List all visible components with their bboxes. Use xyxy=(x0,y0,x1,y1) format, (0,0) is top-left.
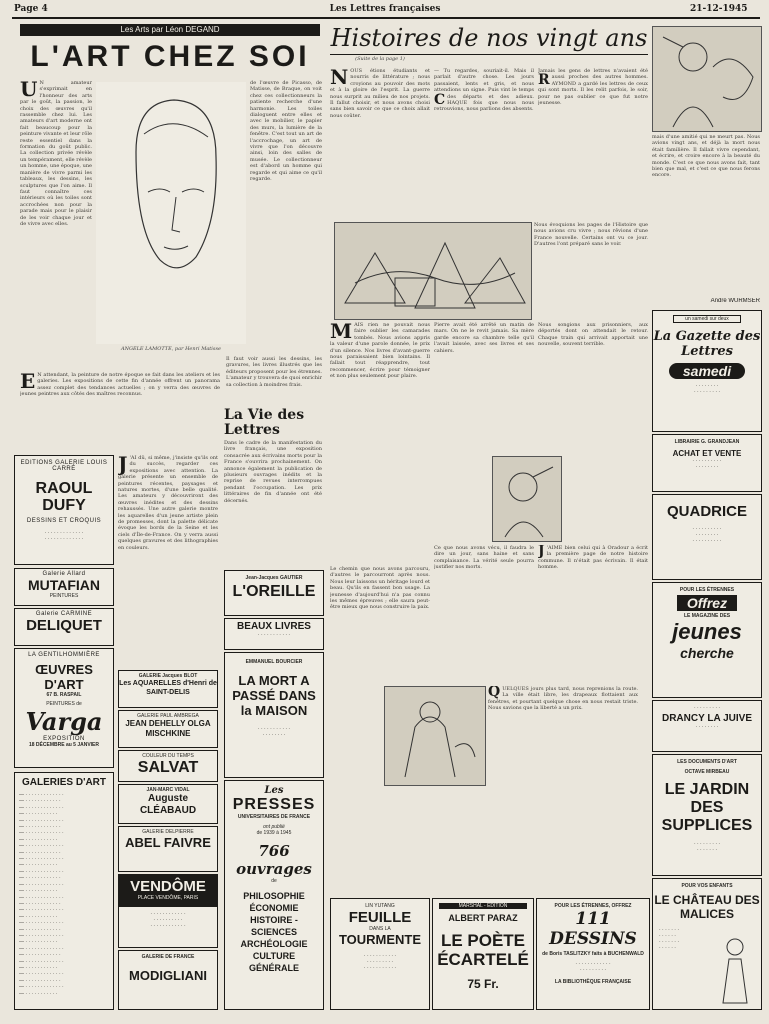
ad-chateau-malices xyxy=(652,878,762,1010)
ad-mutafian xyxy=(14,568,114,606)
ad-label: POUR VOS ENFANTS xyxy=(681,883,733,889)
histoires-col3: Jamais les gens de lettres n'avaient été aussi proches des autres hommes. R AYMOND a gardé les lettres de ceux qui sont morts. Il les relit parfois, le soir, pour ne pas oublier ce que fut notre jeunesse. xyxy=(538,68,648,107)
ad-body: · · · · · · · · · · · · · · · · · · · · · · · · · · xyxy=(44,530,84,542)
ad-body2: · · · · · · · · xyxy=(695,724,719,730)
ad-author: ALBERT PARAZ xyxy=(448,913,518,923)
ad-list: — · · · · · · · · · · · · · — · · · · · · · · · · · · — · · · · · · · · · · · · · — · · · · · · · · · · · — · · · · · · · · · · · · · — · · · · · · · · · · · · — · · · · · · · · · · · · · — · · · · · · · · · · · — · · · · · · · · · · · · · — · · · · · · · · · · · · — · · · · · · · · · · · · · — · · · · · · · · · · · — · · · · · · · · · · · · · — · · · · · · · · · · · · — · · · · · · · · · · · · · — · · · · · · · · · · · — · · · · · · · · · · · · · — · · · · · · · · · · · · — · · · · · · · · · · · · · — · · · · · · · · · · · — · · · · · · · · · · · · · — · · · · · · · · · · · · — · · · · · · · · · · · · · — · · · · · · · · · · · — · · · · · · · · · · · · · — · · · · · · · · · · · · — · · · · · · · · · · · · · — · · · · · · · · · · · — · · · · · · · · · · · · · — · · · · · · · · · · · · — · · · · · · · · · · · · · — · · · · · · · · · · · xyxy=(19,792,64,997)
ad-offrez: Offrez xyxy=(677,595,737,611)
histoires-col4: MAIS rien ne pouvait nous faire oublier les camarades tombés. Nous avions appris la valeur d'une parole donnée, le prix d'un silence. Nos livres d'avant-guerre nous paraissaient bien lointains. Il fallait tout réapprendre, tout recommencer, écrire pour témoigner et non plus seulement pour plaire. xyxy=(330,322,430,380)
ad-title: FEUILLE xyxy=(348,909,412,926)
histoires-col2: — Tu regardes, souriait-il. Mais il parlait d'autre chose. Les jours passaient, lents et gris, et nous attendions un signe. Puis vint le temps des départs et des adieux. C HAQUE fois que nous nous retrouvions, nous parlions des absents. xyxy=(434,68,534,113)
ad-deliquet xyxy=(14,608,114,646)
ad-title: Les AQUARELLES d'Henri de SAINT-DELIS xyxy=(119,680,217,696)
arts-text-lower: E N attendant, la peinture de notre époque se fait dans les ateliers et les galeries. Les expositions de cette fin d'année offrent un panorama assez complet des tendances actuelles ; on y verra des œuvres de jeunes peintres aux côtés des maîtres reconnus. xyxy=(20,372,220,398)
ad-label: POUR LES ÉTRENNES, OFFREZ xyxy=(554,903,632,909)
ad-la-mort xyxy=(224,652,324,778)
ad-title: LE POÈTE ÉCARTELÉ xyxy=(437,931,529,969)
ad-title: BEAUX LIVRES xyxy=(237,621,311,632)
ad-title: ABEL FAIVRE xyxy=(125,835,211,850)
ad-salvat xyxy=(118,750,218,782)
ad-body: · · · · · · · · · · · · · · · · · · · xyxy=(257,726,291,738)
ad-title2: TOURMENTE xyxy=(338,932,422,947)
ad-title: DELIQUET xyxy=(26,617,102,634)
page-number: Page 4 xyxy=(14,4,48,14)
ad-poete-ecartele xyxy=(432,898,534,1010)
ad-title: LE CHÂTEAU DES MALICES xyxy=(654,893,760,921)
histoires-col8: J 'AIME bien celui qui à Oradour a écrit la première page de notre histoire commune. Il n'était pas écrivain. Il était homme. xyxy=(538,545,648,571)
ad-body: · · · · · · · · · · · · · · · · · · xyxy=(692,458,722,470)
ad-author: OCTAVE MIRBEAU xyxy=(684,769,730,775)
ad-title: SALVAT xyxy=(137,759,199,776)
ad-label: GALERIE DELPIERRE xyxy=(142,829,194,835)
ad-title-prefix: Les xyxy=(264,785,284,796)
ad-title: MUTAFIAN xyxy=(27,577,101,593)
ad-presses-universitaires xyxy=(224,780,324,1010)
ad-line2: LE MAGAZINE DES xyxy=(683,613,731,619)
ad-title: 111 DESSINS xyxy=(549,909,637,949)
ad-dates: 18 DÉCEMBRE au 5 JANVIER xyxy=(28,742,100,748)
ad-label: Jean-Jacques GAUTIER xyxy=(245,575,303,581)
ad-subtitle: PEINTURES xyxy=(49,593,79,599)
ad-label: MARSHAL - ÉDITION xyxy=(439,903,527,909)
ad-loreille xyxy=(224,570,324,616)
gallery-listings-text: J 'AI dû, si même, j'insiste qu'ils ont du succès, regarder ces expositions avec attention. La galerie présente un ensemble de peintures récentes, paysages et natures mortes, d'une belle qualité. Les amateurs y découvriront des œuvres inédites et des dessins rehaussés. Une autre galerie montre les aquarelles d'un jeune artiste plein de promesses, dont la palette délicate évoque les bords de la Seine et les ciels d'Île-de-France. On y verra aussi quelques gravures et des lithographies en couleurs. xyxy=(118,455,218,551)
arts-title: L'ART CHEZ SOI xyxy=(30,40,310,72)
masthead: Les Lettres françaises xyxy=(329,4,441,14)
ad-subtitle: PLACE VENDÔME, PARIS xyxy=(137,895,199,901)
ad-title2: cherche xyxy=(680,645,734,661)
ad-title: JEAN DEHELLY OLGA MISCHKINE xyxy=(125,719,211,738)
ad-label: EMMANUEL BOURCIER xyxy=(245,659,303,665)
arts-kicker: Les Arts par Léon DEGAND xyxy=(20,24,320,36)
ad-label: EDITIONS GALERIE LOUIS CARRÉ xyxy=(20,460,108,472)
ad-body: · · · · · · · · · · · · · · · · · · · · · xyxy=(575,961,611,973)
right-illustration xyxy=(652,26,762,132)
ad-title: MODIGLIANI xyxy=(129,968,207,983)
ad-label: JAN-MARC VIDAL xyxy=(146,787,190,793)
ad-label: LES DOCUMENTS D'ART xyxy=(677,759,737,765)
ad-title: LE JARDIN DES SUPPLICES xyxy=(661,781,753,834)
ad-line3: ont publié xyxy=(263,824,285,830)
ad-samedi: samedi xyxy=(669,363,745,379)
ad-body: · · · · · · · · · · · · · · · · · · · · · · · · · · · · xyxy=(692,526,722,544)
histoires-rule xyxy=(330,54,648,55)
histoires-col6: Nous songions aux prisonniers, aux déportés dont on attendait le retour. Chaque train qui arrivait apportait une nouvelle, souvent terrible. xyxy=(538,322,648,348)
histoires-col9: Le chemin que nous avons parcouru, d'autres le parcourront après nous. Nous leur laissons un héritage lourd et beau. Qu'ils en fassent bon usage. La jeunesse d'aujourd'hui n'a pas connu les mêmes épreuves ; elle saura peut-être mieux que nous construire la paix. xyxy=(330,566,430,611)
ad-label: un samedi sur deux xyxy=(673,315,741,323)
ad-line5: de xyxy=(271,878,277,884)
ad-title: VENDÔME xyxy=(130,878,206,895)
ad-title: DRANCY LA JUIVE xyxy=(661,713,752,724)
histoires-col5: Pierre avait été arrêté un matin de mars. On ne le revit jamais. Sa mère garde encore sa chambre telle qu'il l'avait laissée, avec ses livres et ses cahiers. xyxy=(434,322,534,354)
ad-body: · · · · · · · · · · · · · · · · · · · · · · · · · · · · · · · xyxy=(363,953,397,971)
ad-label: GALERIE Jacques BLOT xyxy=(138,673,198,679)
ad-expo: EXPOSITION xyxy=(43,736,85,742)
ad-label: LIBRAIRIE G. GRANDJEAN xyxy=(674,439,740,445)
ad-blot xyxy=(118,670,218,708)
histoires-illustration-top xyxy=(334,222,532,320)
ad-quadrice xyxy=(652,494,762,580)
ad-modigliani xyxy=(118,950,218,1010)
portrait-caption: ANGÈLE LAMOTTE, par Henri Matisse xyxy=(120,346,221,352)
ad-body: · · · · · · · · · · · · · · · · · · · · · · · · · · xyxy=(659,927,679,951)
ad-label: POUR LES ÉTRENNES xyxy=(679,587,735,593)
signature: André WURMSER xyxy=(710,298,760,304)
ad-taslitzky xyxy=(536,898,650,1010)
ad-raoul-dufy xyxy=(14,455,114,565)
ad-body: · · · · · · · · · · · · · · · · · · · · · · · · · · · · · · · · · · xyxy=(150,911,186,929)
ad-vendome-detail xyxy=(118,906,218,948)
ad-body: · · · · · · · · · · · xyxy=(257,632,291,638)
histoires-mid-text: Nous évoquions les pages de l'Histoire que nous avions cru vivre ; nous rêvions d'une France nouvelle. Certains ont vu ce jour. D'autres l'ont préparé sans le voir. xyxy=(534,222,648,248)
ad-grandjean xyxy=(652,434,762,492)
histoires-continued: (Suite de la page 1) xyxy=(355,56,405,62)
ad-label: Galerie Allard xyxy=(42,571,86,577)
vie-des-lettres-title: La Vie des Lettres xyxy=(224,408,305,438)
matisse-portrait xyxy=(96,82,246,344)
vie-des-lettres-text: Dans le cadre de la manifestation du livre français, une exposition consacrée aux écrivains morts pour la France s'ouvrira prochainement. On annonce également la publication de plusieurs ouvrages inédits et la reprise de revues interrompues pendant l'occupation. Les prix littéraires de fin d'année ont été décernés. xyxy=(224,440,322,504)
ad-title: Auguste CLÉABAUD xyxy=(139,793,197,816)
ad-body: · · · · · · · · · xyxy=(693,705,721,711)
ad-title: QUADRICE xyxy=(666,503,747,520)
ad-body: · · · · · · · · · · · · · · · · xyxy=(693,841,721,853)
histoires-title: Histoires de nos vingt ans xyxy=(330,24,648,52)
ad-label: COULEUR DU TEMPS xyxy=(142,753,194,759)
ad-label: Galerie CARMINE xyxy=(35,611,93,617)
histoires-col10: QUELQUES jours plus tard, nous reprenions la route. La ville était libre, les drapeaux flottaient aux fenêtres, et pourtant quelque chose en nous restait triste. Nous savions que la liberté a un prix. xyxy=(488,686,638,712)
ad-title: La Gazette des Lettres xyxy=(653,329,761,359)
ad-jeunes xyxy=(652,582,762,698)
histoires-col1: NOUS étions étudiants et nourris de littérature ; nous croyions au pouvoir des mots et à la gloire de l'esprit. La guerre nous surprit au milieu de nos projets. Il fallut choisir, et nous avons choisi sans bien savoir ce que ce choix allait nous coûter. xyxy=(330,68,430,119)
histoires-illustration-mid xyxy=(492,456,562,542)
ad-title: ŒUVRES D'ART xyxy=(35,662,93,692)
ad-label: LA GENTILHOMMIÈRE xyxy=(28,652,100,658)
ad-dehelly xyxy=(118,710,218,748)
ad-feuille-tourmente xyxy=(330,898,430,1010)
ad-title: GALERIES D'ART xyxy=(21,777,107,788)
histoires-col7: Ce que nous avons vécu, il faudra le dire un jour, sans haine et sans complaisance. La vérité seule pourra justifier nos morts. xyxy=(434,545,534,571)
ad-label: LIN YUTANG xyxy=(365,903,395,909)
ad-cleabaud xyxy=(118,784,218,824)
arts-text-col1: U N amateur s'exprimait en l'honneur des arts par le goût, la passion, le choix des œuvres qu'il rassemble chez lui. Les amateurs d'art moderne ont fait beaucoup pour la peinture vivante et leur rôle reste essentiel dans la formation du goût public. La collection privée révèle un tempérament, elle révèle un homme, une époque, une manière de vivre parmi les tableaux, les dessins, les sculptures que l'on aime. Il faut connaître ces intérieurs où les toiles sont accrochées non pour la parade mais pour le plaisir de les voir chaque jour et de vivre avec elles. xyxy=(20,80,92,227)
issue-date: 21-12-1945 xyxy=(690,4,748,14)
ad-drancy xyxy=(652,700,762,752)
ad-mid: PEINTURES de xyxy=(46,701,82,707)
arts-text-col2: de l'œuvre de Picasso, de Matisse, de Braque, on voit chez ces collectionneurs la patiente recherche d'une harmonie. Les toiles dialoguent entre elles et avec le mobilier, le papier des murs, la lumière de la fenêtre. C'est tout un art de l'accrochage, un art de vivre que l'on découvre ainsi, loin des salles de musée. Le collectionneur est d'abord un homme qui regarde et qui aime ce qu'il regarde. xyxy=(250,80,322,183)
ad-abel-faivre xyxy=(118,826,218,872)
ad-subtitle: UNIVERSITAIRES DE FRANCE xyxy=(237,814,311,820)
ad-subjects: PHILOSOPHIE ÉCONOMIE HISTOIRE - SCIENCES ARCHÉOLOGIE CULTURE GÉNÉRALE xyxy=(240,891,308,973)
header-rule xyxy=(12,17,760,19)
ad-beaux-livres xyxy=(224,618,324,650)
right-text: mais d'une amitié qui ne meurt pas. Nous avions vingt ans, et déjà la mort nous était familière. Il fallait vivre cependant, et écrire, et croire encore à la beauté du monde. C'est ce que nous avons fait, tant bien que mal, et c'est ce que nous ferons encore. xyxy=(652,134,760,179)
ad-label: GALERIE PAUL AMBREGA xyxy=(137,713,199,719)
ad-count: 766 ouvrages xyxy=(236,842,312,878)
ad-subtitle: DESSINS ET CROQUIS xyxy=(26,518,102,524)
ad-line2: de Boris TASLITZKY faits à BUCHENWALD xyxy=(542,951,644,957)
ad-line4: de 1939 à 1945 xyxy=(256,830,292,836)
ad-label: GALERIE DE FRANCE xyxy=(141,954,195,960)
ad-title: ACHAT ET VENTE xyxy=(672,449,742,458)
ad-title: L'OREILLE xyxy=(232,583,316,600)
ad-gentilhommiere xyxy=(14,648,114,768)
ad-figure-icon xyxy=(715,935,755,1005)
ad-jardin-supplices xyxy=(652,754,762,876)
ad-vendome xyxy=(118,874,218,906)
ad-title: LA MORT A PASSÉ DANS la MAISON xyxy=(232,673,316,718)
ad-artist: Varga xyxy=(25,707,103,736)
ad-body: · · · · · · · · · · · · · · · · · xyxy=(693,383,721,395)
ad-galeries-list xyxy=(14,772,114,1010)
ad-footer: LA BIBLIOTHÈQUE FRANÇAISE xyxy=(554,979,632,985)
ad-title: jeunes xyxy=(672,619,742,644)
ad-address: 67 B. RASPAIL xyxy=(46,692,82,698)
arts-text-lower2: Il faut voir aussi les dessins, les gravures, les livres illustrés que les éditeurs proposent pour les étrennes. L'amateur y trouvera de quoi enrichir sa collection à moindres frais. xyxy=(226,356,322,388)
ad-price: 75 Fr. xyxy=(467,977,499,991)
ad-title: PRESSES xyxy=(232,796,316,813)
ad-gazette-lettres xyxy=(652,310,762,432)
ad-title: RAOUL DUFY xyxy=(35,480,93,514)
ad-line2: DANS LA xyxy=(369,926,391,932)
